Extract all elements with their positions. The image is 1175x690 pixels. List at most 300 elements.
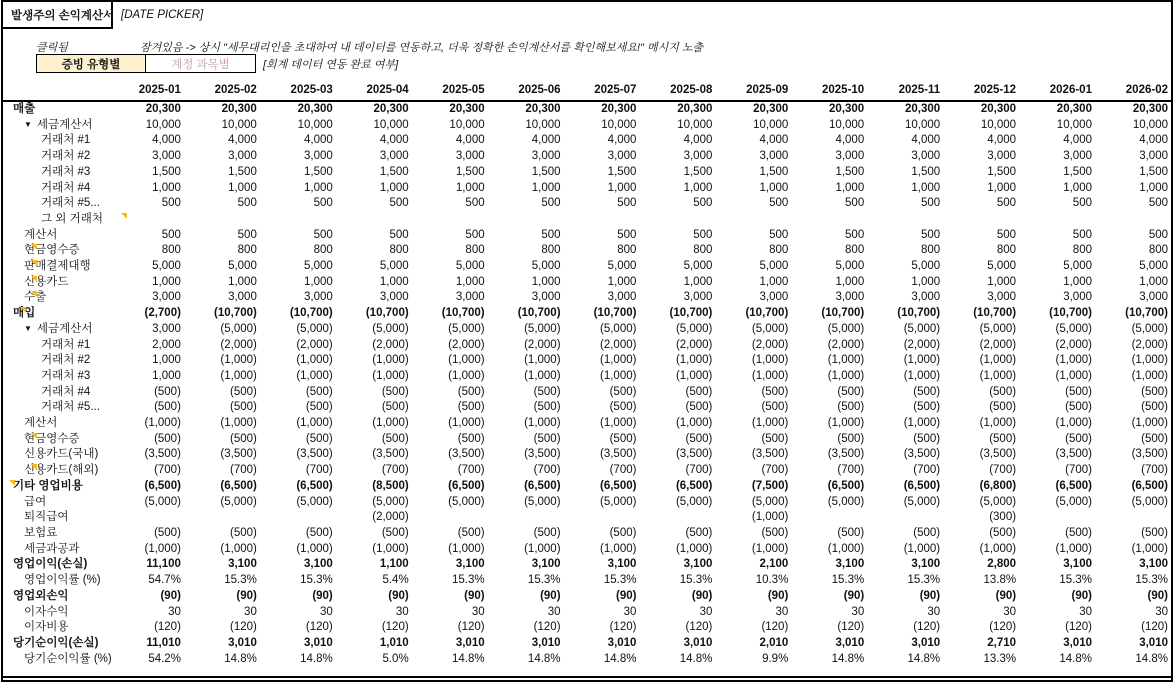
value-cell[interactable]: 500	[617, 228, 637, 241]
value-cell[interactable]: (3,500)	[220, 448, 257, 461]
value-cell[interactable]: (1,000)	[220, 354, 257, 367]
value-cell[interactable]: (1,000)	[751, 542, 789, 555]
value-cell[interactable]: 20,300	[1056, 103, 1092, 115]
value-cell[interactable]	[1019, 510, 1095, 526]
value-cell[interactable]	[867, 212, 943, 228]
value-cell[interactable]: (1,000)	[1131, 354, 1168, 367]
value-cell[interactable]: (500)	[457, 385, 485, 398]
value-cell[interactable]: 3,100	[303, 558, 333, 571]
value-cell[interactable]: 1,000	[455, 275, 485, 288]
value-cell[interactable]: (700)	[761, 464, 789, 477]
value-cell[interactable]: (6,500)	[220, 479, 257, 492]
value-cell[interactable]: 4,000	[1063, 134, 1092, 147]
value-cell[interactable]: 800	[465, 244, 485, 257]
value-cell[interactable]: 1,000	[1139, 275, 1168, 288]
value-cell[interactable]: 3,000	[152, 291, 181, 304]
row-label[interactable]	[3, 133, 108, 149]
column-header-2025-09[interactable]: 2025-09	[715, 81, 791, 101]
value-cell[interactable]: (1,000)	[296, 417, 333, 430]
value-cell[interactable]: (3,500)	[600, 448, 637, 461]
value-cell[interactable]: 800	[237, 244, 257, 257]
row-label[interactable]	[3, 290, 108, 306]
value-cell[interactable]: 1,000	[835, 275, 865, 288]
value-cell[interactable]: (1,000)	[675, 354, 713, 367]
value-cell[interactable]: 10,000	[1132, 118, 1168, 131]
value-cell[interactable]: 5,000	[607, 260, 637, 273]
row-label[interactable]	[3, 353, 108, 369]
value-cell[interactable]: (500)	[837, 526, 865, 539]
value-cell[interactable]: (500)	[1065, 401, 1092, 414]
value-cell[interactable]: (1,000)	[144, 542, 181, 555]
row-label[interactable]	[3, 510, 108, 526]
value-cell[interactable]: (3,500)	[524, 448, 561, 461]
value-cell[interactable]: (5,000)	[675, 322, 713, 335]
value-cell[interactable]: 3,010	[683, 636, 713, 649]
value-cell[interactable]: (1,000)	[903, 354, 941, 367]
value-cell[interactable]: 1,500	[683, 165, 713, 178]
row-label[interactable]	[3, 228, 108, 244]
value-cell[interactable]: 20,300	[753, 103, 789, 115]
value-cell[interactable]: (3,500)	[144, 448, 181, 461]
value-cell[interactable]	[943, 212, 1019, 228]
collapse-toggle-icon[interactable]: ▼	[24, 323, 32, 333]
value-cell[interactable]: 4,000	[455, 134, 485, 147]
value-cell[interactable]: (3,500)	[979, 448, 1017, 461]
row-label[interactable]	[3, 306, 108, 322]
value-cell[interactable]: 20,300	[980, 103, 1017, 115]
value-cell[interactable]: (1,000)	[448, 542, 485, 555]
value-cell[interactable]	[1095, 212, 1171, 228]
value-cell[interactable]: (500)	[837, 401, 865, 414]
value-cell[interactable]: 1,000	[531, 181, 561, 194]
value-cell[interactable]	[1095, 510, 1171, 526]
value-cell[interactable]: 15.3%	[452, 574, 485, 587]
value-cell[interactable]	[260, 510, 336, 526]
value-cell[interactable]: (3,500)	[751, 448, 789, 461]
value-cell[interactable]: 11,100	[146, 558, 181, 571]
column-header-2025-05[interactable]: 2025-05	[412, 81, 488, 101]
value-cell[interactable]: 15.3%	[1059, 574, 1092, 587]
value-cell[interactable]: (500)	[1065, 432, 1092, 445]
column-header-2025-04[interactable]: 2025-04	[336, 81, 412, 101]
value-cell[interactable]: (500)	[457, 401, 485, 414]
value-cell[interactable]: (1,000)	[600, 542, 637, 555]
value-cell[interactable]: 3,010	[1139, 636, 1168, 649]
value-cell[interactable]: 3,000	[987, 150, 1017, 163]
value-cell[interactable]: 500	[465, 197, 485, 210]
value-cell[interactable]: (1,000)	[448, 369, 485, 382]
value-cell[interactable]: (2,000)	[448, 338, 485, 351]
value-cell[interactable]: (500)	[229, 526, 257, 539]
value-cell[interactable]: 4,000	[911, 134, 941, 147]
value-cell[interactable]: 3,000	[303, 150, 333, 163]
value-cell[interactable]: (6,500)	[600, 479, 637, 492]
value-cell[interactable]: 3,100	[455, 558, 485, 571]
value-cell[interactable]: 800	[389, 244, 409, 257]
value-cell[interactable]	[336, 212, 412, 228]
value-cell[interactable]: (500)	[229, 401, 257, 414]
value-cell[interactable]: 5,000	[987, 260, 1017, 273]
value-cell[interactable]: (500)	[533, 432, 561, 445]
value-cell[interactable]: 14.8%	[831, 652, 865, 665]
value-cell[interactable]: (1,000)	[903, 369, 941, 382]
value-cell[interactable]: (10,700)	[1125, 307, 1168, 320]
value-cell[interactable]: (1,000)	[827, 369, 865, 382]
value-cell[interactable]: (10,700)	[441, 307, 485, 320]
value-cell[interactable]: (10,700)	[973, 307, 1017, 320]
value-cell[interactable]: 10,000	[373, 118, 409, 131]
value-cell[interactable]: 3,000	[531, 291, 561, 304]
value-cell[interactable]: 3,000	[1063, 150, 1092, 163]
value-cell[interactable]: (5,000)	[1131, 495, 1168, 508]
value-cell[interactable]: (1,000)	[524, 417, 561, 430]
value-cell[interactable]: 1,000	[683, 181, 713, 194]
value-cell[interactable]: (500)	[1141, 526, 1168, 539]
column-header-2025-06[interactable]: 2025-06	[488, 81, 564, 101]
value-cell[interactable]: 54.2%	[148, 652, 181, 665]
value-cell[interactable]: (90)	[540, 589, 561, 602]
value-cell[interactable]: 1,000	[379, 275, 409, 288]
row-label[interactable]	[3, 212, 108, 228]
value-cell[interactable]: (90)	[1071, 589, 1092, 602]
value-cell[interactable]: (2,000)	[827, 338, 865, 351]
value-cell[interactable]: 500	[313, 228, 333, 241]
value-cell[interactable]: 3,000	[607, 291, 637, 304]
value-cell[interactable]: (1,000)	[296, 369, 333, 382]
value-cell[interactable]: 1,500	[607, 165, 637, 178]
value-cell[interactable]: (5,000)	[220, 322, 257, 335]
value-cell[interactable]: (1,000)	[1055, 369, 1092, 382]
value-cell[interactable]: (700)	[913, 464, 941, 477]
value-cell[interactable]: (500)	[837, 432, 865, 445]
row-label[interactable]	[3, 259, 108, 275]
value-cell[interactable]: 20,300	[677, 103, 713, 115]
value-cell[interactable]: (2,000)	[1131, 338, 1168, 351]
value-cell[interactable]: (1,000)	[903, 542, 941, 555]
value-cell[interactable]: (10,700)	[745, 307, 789, 320]
value-cell[interactable]: 500	[845, 228, 865, 241]
value-cell[interactable]: 5,000	[759, 260, 789, 273]
value-cell[interactable]: 30	[699, 605, 713, 618]
value-cell[interactable]: 3,010	[911, 636, 941, 649]
value-cell[interactable]: (120)	[1065, 621, 1092, 634]
value-cell[interactable]: (500)	[154, 432, 181, 445]
value-cell[interactable]: 1,500	[455, 165, 485, 178]
value-cell[interactable]: (500)	[381, 401, 409, 414]
value-cell[interactable]: (500)	[457, 432, 485, 445]
value-cell[interactable]: (1,000)	[979, 354, 1017, 367]
value-cell[interactable]: 800	[617, 244, 637, 257]
value-cell[interactable]: (5,000)	[144, 495, 181, 508]
value-cell[interactable]: 5,000	[1063, 260, 1092, 273]
value-cell[interactable]: (1,000)	[979, 369, 1017, 382]
row-label[interactable]	[3, 416, 108, 432]
value-cell[interactable]: (700)	[154, 464, 181, 477]
value-cell[interactable]: 3,100	[531, 558, 561, 571]
value-cell[interactable]: (500)	[913, 432, 941, 445]
value-cell[interactable]: 3,000	[683, 291, 713, 304]
value-cell[interactable]: (2,000)	[372, 511, 409, 524]
value-cell[interactable]: 14.8%	[527, 652, 561, 665]
value-cell[interactable]: 11,010	[146, 636, 181, 649]
value-cell[interactable]: 20,300	[297, 103, 333, 115]
value-cell[interactable]: 5.4%	[382, 574, 409, 587]
value-cell[interactable]: 500	[769, 197, 789, 210]
value-cell[interactable]: (1,000)	[1131, 369, 1168, 382]
value-cell[interactable]: 1,000	[228, 275, 257, 288]
value-cell[interactable]: 5,000	[835, 260, 865, 273]
value-cell[interactable]: 1,000	[987, 181, 1017, 194]
value-cell[interactable]: (700)	[533, 464, 561, 477]
value-cell[interactable]: (500)	[685, 526, 713, 539]
value-cell[interactable]	[184, 510, 260, 526]
value-cell[interactable]: 3,100	[607, 558, 637, 571]
value-cell[interactable]: 3,010	[455, 636, 485, 649]
value-cell[interactable]: 1,000	[152, 369, 181, 382]
row-label[interactable]	[3, 542, 108, 558]
value-cell[interactable]: (5,000)	[372, 495, 409, 508]
value-cell[interactable]: (1,000)	[751, 511, 789, 524]
value-cell[interactable]: (1,000)	[751, 369, 789, 382]
value-cell[interactable]: 3,010	[1063, 636, 1092, 649]
value-cell[interactable]: (700)	[229, 464, 257, 477]
value-cell[interactable]: 30	[1079, 605, 1092, 618]
value-cell[interactable]: (120)	[761, 621, 789, 634]
value-cell[interactable]: 3,000	[455, 291, 485, 304]
value-cell[interactable]: 5,000	[1139, 260, 1168, 273]
row-label[interactable]	[3, 463, 108, 479]
value-cell[interactable]: (5,000)	[600, 322, 637, 335]
value-cell[interactable]: (5,000)	[751, 322, 789, 335]
value-cell[interactable]: (700)	[685, 464, 713, 477]
value-cell[interactable]: (500)	[761, 385, 789, 398]
row-label[interactable]	[3, 338, 108, 354]
value-cell[interactable]: 4,000	[607, 134, 637, 147]
value-cell[interactable]: (5,000)	[1055, 322, 1092, 335]
value-cell[interactable]: (1,000)	[827, 354, 865, 367]
value-cell[interactable]: 1,500	[1139, 165, 1168, 178]
value-cell[interactable]: (10,700)	[365, 307, 409, 320]
value-cell[interactable]: 3,010	[607, 636, 637, 649]
value-cell[interactable]: 1,000	[759, 181, 789, 194]
value-cell[interactable]: 800	[313, 244, 333, 257]
value-cell[interactable]	[488, 510, 564, 526]
value-cell[interactable]: 3,000	[1139, 291, 1168, 304]
value-cell[interactable]: 1,500	[228, 165, 257, 178]
row-label[interactable]	[3, 385, 108, 401]
value-cell[interactable]: 500	[693, 197, 713, 210]
value-cell[interactable]: (500)	[1141, 432, 1168, 445]
value-cell[interactable]: 30	[927, 605, 941, 618]
value-cell[interactable]: (3,500)	[903, 448, 941, 461]
value-cell[interactable]	[108, 510, 184, 526]
value-cell[interactable]: (1,000)	[372, 542, 409, 555]
value-cell[interactable]: (2,000)	[675, 338, 713, 351]
row-label[interactable]	[3, 479, 108, 495]
value-cell[interactable]: (1,000)	[372, 417, 409, 430]
value-cell[interactable]: (5,000)	[448, 495, 485, 508]
value-cell[interactable]: (1,000)	[751, 354, 789, 367]
value-cell[interactable]: 1,000	[152, 354, 181, 367]
value-cell[interactable]: (1,000)	[524, 354, 561, 367]
value-cell[interactable]: (2,000)	[372, 338, 409, 351]
value-cell[interactable]: (90)	[919, 589, 941, 602]
tab-by-account[interactable]	[146, 54, 256, 73]
value-cell[interactable]: (500)	[685, 401, 713, 414]
value-cell[interactable]: (500)	[989, 385, 1017, 398]
value-cell[interactable]: (90)	[843, 589, 865, 602]
value-cell[interactable]: (6,500)	[675, 479, 713, 492]
value-cell[interactable]: (120)	[837, 621, 865, 634]
value-cell[interactable]: (120)	[305, 621, 333, 634]
value-cell[interactable]: (1,000)	[675, 369, 713, 382]
value-cell[interactable]: 500	[389, 228, 409, 241]
row-label[interactable]	[3, 620, 108, 636]
value-cell[interactable]: 4,000	[1139, 134, 1168, 147]
value-cell[interactable]: 1,000	[911, 181, 941, 194]
value-cell[interactable]: (5,000)	[1131, 322, 1168, 335]
row-label[interactable]	[3, 652, 112, 668]
row-label[interactable]	[3, 118, 108, 134]
value-cell[interactable]: (1,000)	[296, 354, 333, 367]
value-cell[interactable]	[715, 212, 791, 228]
value-cell[interactable]: (10,700)	[593, 307, 637, 320]
value-cell[interactable]: 1,000	[607, 275, 637, 288]
value-cell[interactable]: (500)	[154, 385, 181, 398]
value-cell[interactable]: 3,000	[759, 291, 789, 304]
value-cell[interactable]: 3,000	[379, 150, 409, 163]
value-cell[interactable]: (10,700)	[214, 307, 257, 320]
value-cell[interactable]: 15.3%	[679, 574, 713, 587]
value-cell[interactable]: (6,500)	[144, 479, 181, 492]
value-cell[interactable]: (1,000)	[827, 417, 865, 430]
value-cell[interactable]	[867, 510, 943, 526]
value-cell[interactable]: 1,010	[379, 636, 409, 649]
value-cell[interactable]: 1,000	[455, 181, 485, 194]
value-cell[interactable]: (10,700)	[669, 307, 713, 320]
value-cell[interactable]: (3,500)	[296, 448, 333, 461]
value-cell[interactable]: 1,000	[228, 181, 257, 194]
value-cell[interactable]: 3,100	[1063, 558, 1092, 571]
value-cell[interactable]: (1,000)	[220, 369, 257, 382]
value-cell[interactable]: 1,500	[379, 165, 409, 178]
value-cell[interactable]: 5,000	[455, 260, 485, 273]
value-cell[interactable]: 30	[244, 605, 257, 618]
row-label[interactable]	[3, 149, 108, 165]
value-cell[interactable]: (3,500)	[448, 448, 485, 461]
value-cell[interactable]: (500)	[381, 385, 409, 398]
value-cell[interactable]: (1,000)	[675, 417, 713, 430]
value-cell[interactable]: (7,500)	[751, 479, 789, 492]
value-cell[interactable]	[564, 212, 640, 228]
value-cell[interactable]: 1,000	[531, 275, 561, 288]
value-cell[interactable]: 13.8%	[983, 574, 1017, 587]
value-cell[interactable]: (1,000)	[1131, 417, 1168, 430]
value-cell[interactable]: (500)	[229, 432, 257, 445]
value-cell[interactable]: 14.8%	[1135, 652, 1168, 665]
value-cell[interactable]: (5,000)	[220, 495, 257, 508]
value-cell[interactable]: (1,000)	[296, 542, 333, 555]
value-cell[interactable]: 10,000	[525, 118, 561, 131]
value-cell[interactable]: 3,000	[835, 291, 865, 304]
value-cell[interactable]: (3,500)	[1131, 448, 1168, 461]
value-cell[interactable]: 10,000	[297, 118, 333, 131]
value-cell[interactable]: (500)	[761, 401, 789, 414]
value-cell[interactable]: 5,000	[303, 260, 333, 273]
value-cell[interactable]: 800	[920, 244, 941, 257]
value-cell[interactable]: 20,300	[373, 103, 409, 115]
value-cell[interactable]: 20,300	[449, 103, 485, 115]
value-cell[interactable]: (500)	[913, 526, 941, 539]
value-cell[interactable]: 3,000	[455, 150, 485, 163]
value-cell[interactable]: 2,000	[152, 338, 181, 351]
value-cell[interactable]: (10,700)	[289, 307, 333, 320]
value-cell[interactable]: (500)	[154, 526, 181, 539]
value-cell[interactable]: 3,100	[683, 558, 713, 571]
value-cell[interactable]: (2,000)	[1055, 338, 1092, 351]
value-cell[interactable]: 14.8%	[452, 652, 485, 665]
value-cell[interactable]: 800	[996, 244, 1017, 257]
value-cell[interactable]: 3,000	[683, 150, 713, 163]
value-cell[interactable]: 500	[389, 197, 409, 210]
value-cell[interactable]: 3,000	[379, 291, 409, 304]
value-cell[interactable]: (1,000)	[524, 369, 561, 382]
value-cell[interactable]: (2,000)	[751, 338, 789, 351]
row-label[interactable]	[3, 243, 108, 259]
value-cell[interactable]: (120)	[229, 621, 257, 634]
value-cell[interactable]: 500	[693, 228, 713, 241]
value-cell[interactable]: 14.8%	[300, 652, 333, 665]
value-cell[interactable]: 3,010	[531, 636, 561, 649]
value-cell[interactable]: 3,000	[152, 322, 181, 335]
value-cell[interactable]: 30	[851, 605, 865, 618]
value-cell[interactable]: (6,500)	[1055, 479, 1092, 492]
value-cell[interactable]: 20,300	[601, 103, 637, 115]
row-label[interactable]	[3, 526, 108, 542]
value-cell[interactable]: 500	[1072, 197, 1092, 210]
value-cell[interactable]: (6,500)	[448, 479, 485, 492]
value-cell[interactable]: (500)	[913, 385, 941, 398]
value-cell[interactable]: (500)	[305, 385, 333, 398]
value-cell[interactable]: (5,000)	[448, 322, 485, 335]
value-cell[interactable]: 30	[775, 605, 789, 618]
value-cell[interactable]: 500	[237, 228, 257, 241]
value-cell[interactable]: 15.3%	[907, 574, 941, 587]
value-cell[interactable]: (500)	[1065, 385, 1092, 398]
value-cell[interactable]: 30	[547, 605, 561, 618]
value-cell[interactable]: 15.3%	[300, 574, 333, 587]
value-cell[interactable]: 1,000	[835, 181, 865, 194]
value-cell[interactable]: 20,300	[829, 103, 865, 115]
value-cell[interactable]: 1,500	[911, 165, 941, 178]
value-cell[interactable]: (2,000)	[220, 338, 257, 351]
value-cell[interactable]: 15.3%	[224, 574, 257, 587]
value-cell[interactable]: 10,000	[829, 118, 865, 131]
value-cell[interactable]: (10,700)	[517, 307, 561, 320]
value-cell[interactable]: 800	[1148, 244, 1168, 257]
value-cell[interactable]: (1,000)	[1055, 542, 1092, 555]
value-cell[interactable]: (1,000)	[448, 417, 485, 430]
value-cell[interactable]: (5,000)	[372, 322, 409, 335]
row-label[interactable]	[3, 557, 108, 573]
row-label[interactable]	[3, 495, 108, 511]
value-cell[interactable]: 500	[1148, 228, 1168, 241]
value-cell[interactable]: (2,000)	[979, 338, 1017, 351]
value-cell[interactable]: 10,000	[145, 118, 181, 131]
value-cell[interactable]: (1,000)	[220, 542, 257, 555]
value-cell[interactable]: 14.8%	[1059, 652, 1092, 665]
column-header-2025-10[interactable]: 2025-10	[791, 81, 867, 101]
